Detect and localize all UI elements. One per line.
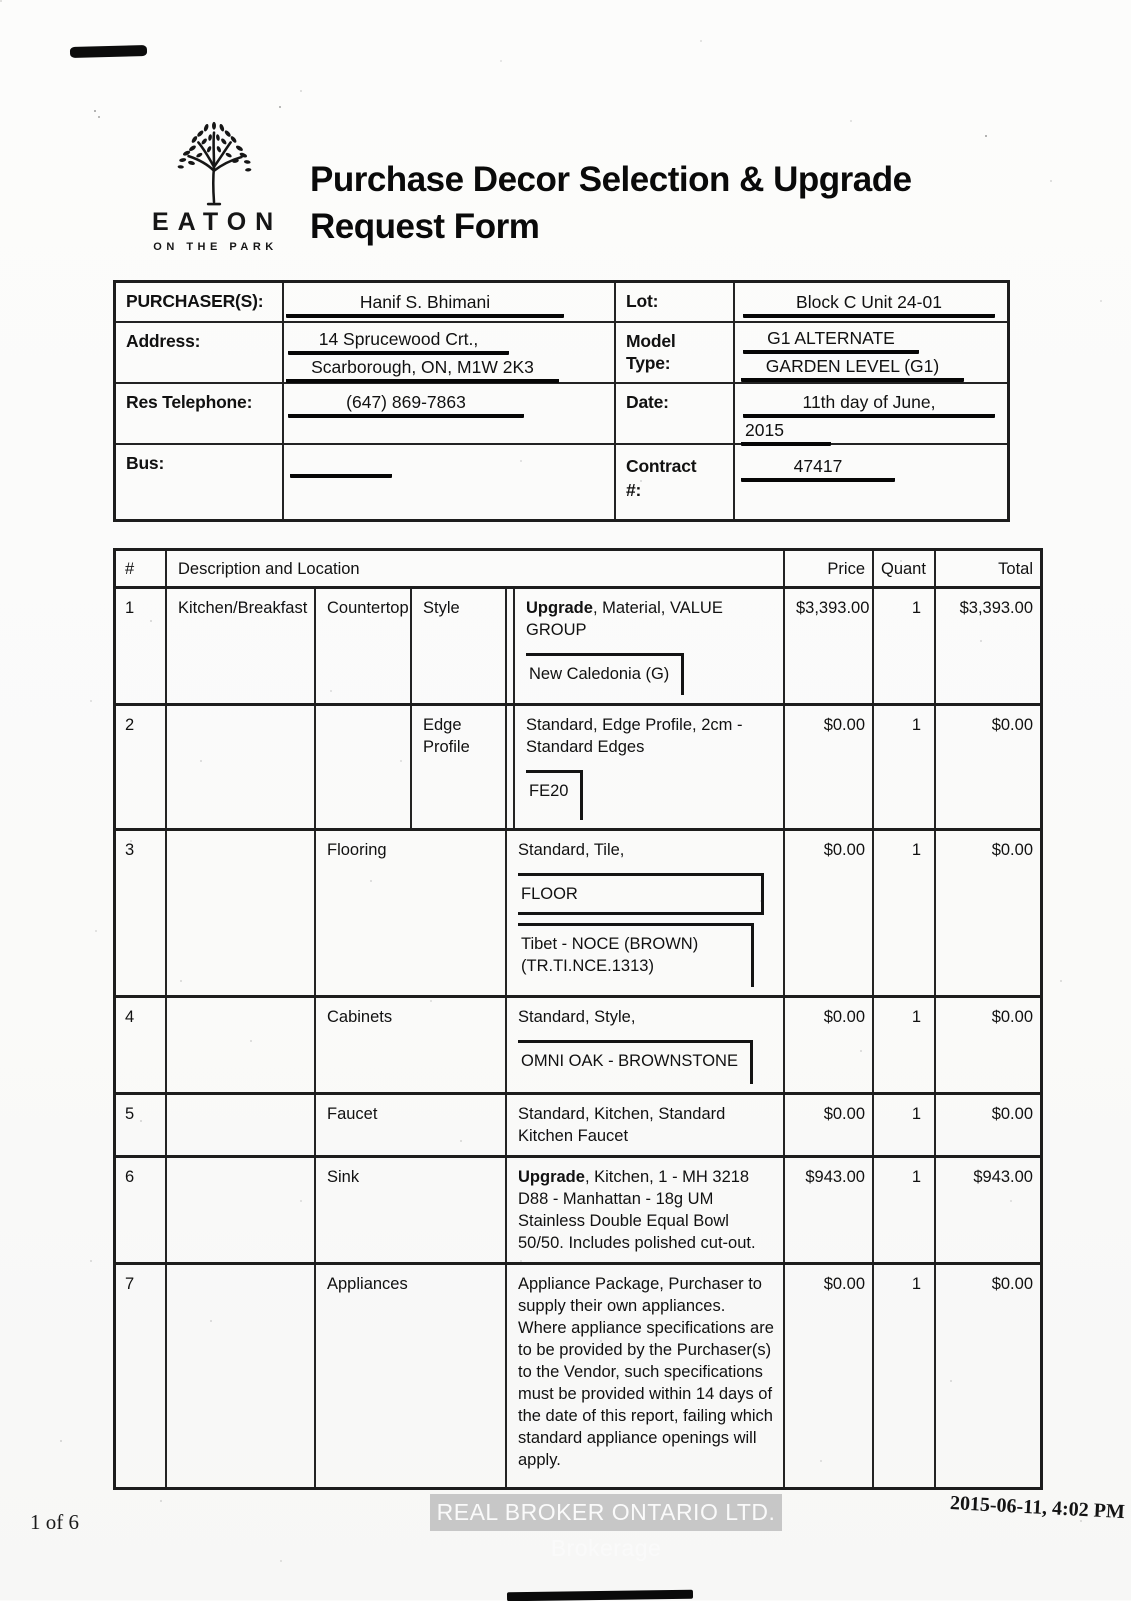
- description-cell: [505, 831, 783, 995]
- selection-label: (TR.TI.NCE.1313): [521, 957, 654, 975]
- contract-value: 47417: [741, 456, 895, 482]
- address-value-cell: [284, 323, 616, 384]
- location-room: [165, 831, 314, 995]
- selection-box: [526, 770, 583, 820]
- date-value-cell: [735, 384, 1007, 445]
- address-line2: Scarborough, ON, M1W 2K3: [286, 357, 559, 383]
- description-text: Appliance Package, Purchaser to supply their own appliances. Where appliance specifications are to be provided by the Purchaser(s) to the Vendor, such specifications must be provided within 14 days of the date of this report, failing which standard appliance openings will apply.: [518, 1275, 774, 1469]
- purchaser-value: Hanif S. Bhimani: [286, 292, 564, 318]
- location-item: Faucet: [314, 1095, 505, 1155]
- model-type-line1: G1 ALTERNATE: [743, 328, 919, 354]
- row-number: 2: [125, 716, 135, 734]
- description-cell: [513, 706, 783, 828]
- location-item: Sink: [314, 1158, 505, 1262]
- description-cell: [505, 998, 783, 1092]
- model-type-line2: GARDEN LEVEL (G1): [741, 356, 964, 382]
- table-row: [116, 1092, 1040, 1155]
- location-item: Appliances: [314, 1265, 505, 1487]
- quant-cell: 1: [872, 589, 934, 703]
- bus-value-cell: [284, 445, 616, 519]
- res-telephone-value: (647) 869-7863: [288, 392, 524, 418]
- address-label: Address:: [116, 323, 284, 384]
- date-label: Date:: [616, 384, 735, 445]
- row-number: 7: [125, 1275, 135, 1293]
- header-num: #: [125, 560, 135, 578]
- description-cell: [505, 1265, 783, 1487]
- row-number: 1: [125, 599, 135, 617]
- location-attribute: Style: [410, 589, 505, 703]
- eaton-logo: [146, 116, 282, 253]
- table-row: [116, 828, 1040, 995]
- location-room: Kitchen/Breakfast: [165, 589, 314, 703]
- contract-label-cell: [616, 445, 735, 519]
- lot-value-cell: [735, 283, 1007, 323]
- tree-icon: [165, 116, 263, 206]
- selection-label: FLOOR: [521, 885, 578, 903]
- bus-label: Bus:: [116, 445, 284, 519]
- selection-label: Tibet - NOCE (BROWN): [521, 935, 699, 953]
- table-row: [116, 995, 1040, 1092]
- contract-label-line2: #:: [626, 480, 642, 500]
- selection-label: New Caledonia (G): [529, 665, 670, 683]
- purchaser-value-cell: [284, 283, 616, 323]
- description-text: Standard, Kitchen, Standard Kitchen Faucet: [518, 1105, 726, 1145]
- description-cell: [513, 589, 783, 703]
- location-room: [165, 1158, 314, 1262]
- total-cell: $943.00: [934, 1158, 1040, 1262]
- selection-label: FE20: [529, 782, 569, 800]
- location-item: Countertop: [314, 589, 410, 703]
- gap-column: [505, 589, 513, 703]
- selection-table: [113, 548, 1043, 1490]
- total-cell: $0.00: [934, 1265, 1040, 1487]
- table-row: [116, 1155, 1040, 1262]
- scan-artifact-dash: [70, 45, 147, 58]
- location-attribute: [410, 706, 505, 828]
- description-cell: [505, 1158, 783, 1262]
- total-cell: $3,393.00: [934, 589, 1040, 703]
- description-cell: [505, 1095, 783, 1155]
- row-number: 3: [125, 841, 135, 859]
- price-cell: $943.00: [783, 1158, 872, 1262]
- row-number: 5: [125, 1105, 135, 1123]
- description-bold: Upgrade: [526, 599, 593, 617]
- selection-box: [518, 873, 764, 915]
- selection-box: [518, 1040, 753, 1084]
- price-cell: $0.00: [783, 998, 872, 1092]
- total-cell: $0.00: [934, 831, 1040, 995]
- contract-label-line1: Contract: [626, 456, 697, 476]
- quant-cell: 1: [872, 831, 934, 995]
- description-text: , Kitchen, 1 - MH 3218 D88 - Manhattan - 18g UM Stainless Double Equal Bowl 50/50. Includes polished cut-out.: [518, 1168, 756, 1252]
- res-telephone-value-cell: [284, 384, 616, 445]
- header-quant: Quant: [872, 551, 934, 586]
- quant-cell: 1: [872, 1158, 934, 1262]
- lot-value: Block C Unit 24-01: [743, 292, 995, 318]
- print-timestamp: 2015-06-11, 4:02 PM: [949, 1492, 1126, 1524]
- bus-value: [290, 473, 392, 478]
- location-item: [314, 706, 410, 828]
- model-type-label-line1: Model: [626, 331, 676, 351]
- gap-column: [505, 706, 513, 828]
- model-type-label-cell: [616, 323, 735, 384]
- table-header-row: [116, 551, 1040, 586]
- price-cell: $0.00: [783, 1095, 872, 1155]
- form-title: Purchase Decor Selection & Upgrade Request Form: [310, 160, 912, 246]
- description-bold: Upgrade: [518, 1168, 585, 1186]
- description-text: , Material, VALUE GROUP: [526, 599, 723, 639]
- selection-box: [526, 653, 684, 695]
- purchaser-label: PURCHASER(S):: [116, 283, 284, 323]
- page-number: 1 of 6: [30, 1510, 79, 1534]
- description-text: Standard, Tile,: [518, 841, 625, 859]
- header-price: Price: [783, 551, 872, 586]
- quant-cell: 1: [872, 998, 934, 1092]
- total-cell: $0.00: [934, 998, 1040, 1092]
- header-total: Total: [934, 551, 1040, 586]
- price-cell: $0.00: [783, 706, 872, 828]
- row-number: 6: [125, 1168, 135, 1186]
- location-room: [165, 1095, 314, 1155]
- header-description: Description and Location: [165, 551, 783, 586]
- brand-name: EATON: [152, 208, 283, 236]
- description-text: Standard, Edge Profile, 2cm - Standard Edges: [526, 716, 743, 756]
- date-line2: 2015: [741, 420, 831, 446]
- purchaser-info-table: [113, 280, 1010, 522]
- total-cell: $0.00: [934, 706, 1040, 828]
- address-line1: 14 Sprucewood Crt.,: [288, 329, 509, 355]
- model-type-label-line2: Type:: [626, 353, 671, 373]
- location-room: [165, 1265, 314, 1487]
- contract-value-cell: [735, 445, 1007, 519]
- scan-noise: [0, 0, 2, 2]
- price-cell: $3,393.00: [783, 589, 872, 703]
- location-room: [165, 706, 314, 828]
- location-item: Flooring: [314, 831, 505, 995]
- price-cell: $0.00: [783, 831, 872, 995]
- selection-box: [518, 923, 754, 987]
- date-line1: 11th day of June,: [743, 392, 995, 418]
- table-row: [116, 1262, 1040, 1487]
- lot-label: Lot:: [616, 283, 735, 323]
- quant-cell: 1: [872, 1095, 934, 1155]
- brand-tagline: ON THE PARK: [153, 241, 278, 253]
- model-type-value-cell: [735, 323, 1007, 384]
- selection-label: OMNI OAK - BROWNSTONE: [521, 1052, 738, 1070]
- table-row: [116, 703, 1040, 828]
- location-room: [165, 998, 314, 1092]
- table-row: [116, 586, 1040, 703]
- location-attribute-label: Edge Profile: [423, 716, 470, 756]
- description-text: Standard, Style,: [518, 1008, 636, 1026]
- quant-cell: 1: [872, 706, 934, 828]
- row-number: 4: [125, 1008, 135, 1026]
- res-telephone-label: Res Telephone:: [116, 384, 284, 445]
- location-item: Cabinets: [314, 998, 505, 1092]
- price-cell: $0.00: [783, 1265, 872, 1487]
- quant-cell: 1: [872, 1265, 934, 1487]
- total-cell: $0.00: [934, 1095, 1040, 1155]
- brokerage-watermark: REAL BROKER ONTARIO LTD. Brokerage: [430, 1494, 782, 1531]
